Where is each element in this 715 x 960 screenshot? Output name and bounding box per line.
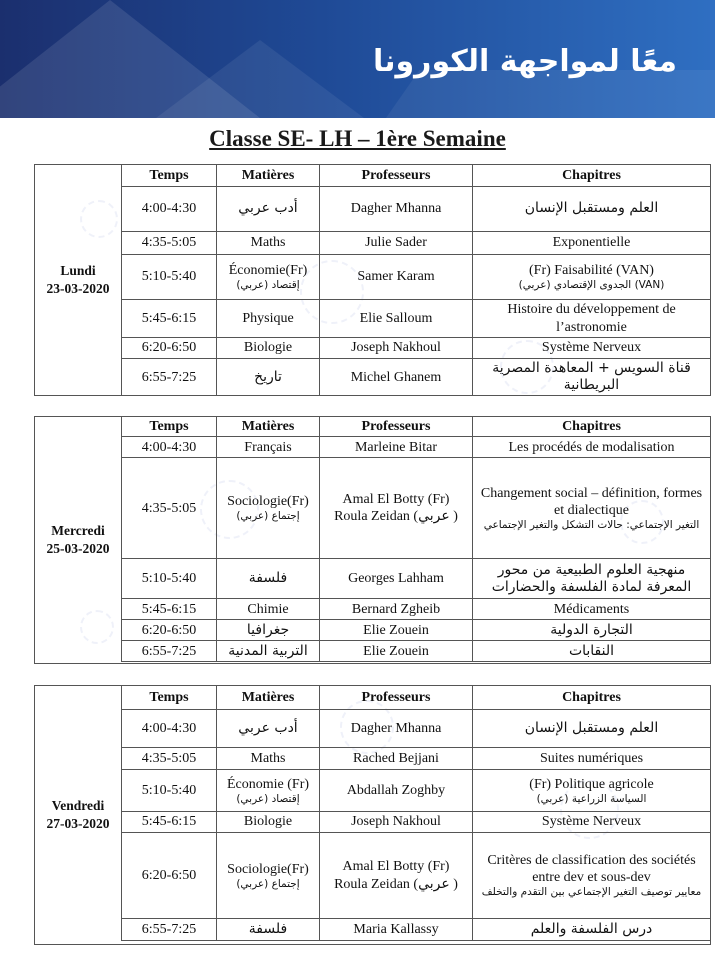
chapter-fr: Critères de classification des sociétés entre dev et sous-dev bbox=[487, 853, 696, 886]
time-cell: 4:35-5:05 bbox=[122, 232, 217, 255]
day-label bbox=[35, 165, 121, 395]
day-block-lundi bbox=[34, 164, 711, 396]
subject-cell: Biologie bbox=[217, 812, 320, 833]
time-cell: 5:10-5:40 bbox=[122, 559, 217, 599]
header-matieres: Matières bbox=[217, 165, 320, 187]
time-cell: 5:10-5:40 bbox=[122, 255, 217, 300]
subject-cell bbox=[217, 770, 320, 812]
subject-cell: Chimie bbox=[217, 599, 320, 620]
professor-fr: Amal El Botty (Fr) bbox=[342, 859, 450, 875]
schedule-table bbox=[121, 164, 711, 396]
page-title: Classe SE- LH – 1ère Semaine bbox=[209, 126, 506, 151]
time-cell: 6:20-6:50 bbox=[122, 338, 217, 359]
professor-cell: Joseph Nakhoul bbox=[320, 812, 473, 833]
professor-cell: Joseph Nakhoul bbox=[320, 338, 473, 359]
day-block-mercredi bbox=[34, 416, 711, 664]
professor-cell: Abdallah Zoghby bbox=[320, 770, 473, 812]
day-date: 23-03-2020 bbox=[46, 281, 110, 296]
chapter-cell: النقابات bbox=[473, 641, 711, 662]
time-cell: 6:55-7:25 bbox=[122, 641, 217, 662]
professor-cell: Michel Ghanem bbox=[320, 359, 473, 396]
day-date: 25-03-2020 bbox=[46, 541, 110, 556]
time-cell: 4:35-5:05 bbox=[122, 748, 217, 770]
professor-ar: Roula Zeidan (عربي ) bbox=[334, 876, 458, 892]
subject-cell: فلسفة bbox=[217, 919, 320, 941]
time-cell: 4:00-4:30 bbox=[122, 187, 217, 232]
time-cell: 6:55-7:25 bbox=[122, 359, 217, 396]
chapter-cell: Médicaments bbox=[473, 599, 711, 620]
chapter-cell: منهجية العلوم الطبيعية من محور المعرفة لمادة الفلسفة والحضارات bbox=[473, 559, 711, 599]
time-cell: 6:20-6:50 bbox=[122, 833, 217, 919]
subject-cell: Biologie bbox=[217, 338, 320, 359]
subject-cell: جغرافيا bbox=[217, 620, 320, 641]
chapter-fr: (Fr) Faisabilité (VAN) bbox=[529, 263, 654, 279]
table-row bbox=[122, 255, 711, 300]
day-label bbox=[35, 417, 121, 663]
header-banner bbox=[0, 0, 715, 118]
day-date: 27-03-2020 bbox=[46, 816, 110, 831]
professor-ar: Roula Zeidan (عربي ) bbox=[334, 509, 458, 525]
table-row bbox=[122, 232, 711, 255]
subject-cell: فلسفة bbox=[217, 559, 320, 599]
chapter-cell bbox=[473, 255, 711, 300]
table-row bbox=[122, 812, 711, 833]
header-professeurs: Professeurs bbox=[320, 417, 473, 437]
day-name: Lundi bbox=[60, 263, 96, 279]
chapter-fr: (Fr) Politique agricole bbox=[529, 776, 654, 792]
time-cell: 5:45-6:15 bbox=[122, 300, 217, 338]
professor-cell: Samer Karam bbox=[320, 255, 473, 300]
table-row bbox=[122, 770, 711, 812]
subject-cell: التربية المدنية bbox=[217, 641, 320, 662]
subject-cell: Physique bbox=[217, 300, 320, 338]
subject-fr: Économie(Fr) bbox=[228, 263, 308, 279]
subject-ar: إقتصاد (عربي) bbox=[236, 279, 300, 292]
table-row bbox=[122, 338, 711, 359]
table-row bbox=[122, 833, 711, 919]
professor-cell: Elie Zouein bbox=[320, 641, 473, 662]
subject-cell bbox=[217, 833, 320, 919]
table-row bbox=[122, 437, 711, 458]
chapter-cell: Suites numériques bbox=[473, 748, 711, 770]
time-cell: 5:45-6:15 bbox=[122, 599, 217, 620]
day-name: Mercredi bbox=[51, 523, 105, 539]
chapter-ar: (VAN) الجدوى الإقتصادي (عربي) bbox=[518, 279, 665, 292]
table-row bbox=[122, 359, 711, 396]
subject-cell: أدب عربي bbox=[217, 187, 320, 232]
subject-cell bbox=[217, 458, 320, 559]
time-cell: 5:10-5:40 bbox=[122, 770, 217, 812]
chapter-cell: Exponentielle bbox=[473, 232, 711, 255]
chapter-cell bbox=[473, 458, 711, 559]
banner-title: معًا لمواجهة الكورونا bbox=[373, 44, 677, 79]
subject-cell: أدب عربي bbox=[217, 710, 320, 748]
header-chapitres: Chapitres bbox=[473, 165, 711, 187]
subject-fr: Économie (Fr) bbox=[226, 776, 310, 792]
day-name: Vendredi bbox=[51, 798, 105, 814]
professor-cell bbox=[320, 458, 473, 559]
header-temps: Temps bbox=[122, 417, 217, 437]
header-professeurs: Professeurs bbox=[320, 686, 473, 710]
professor-cell: Elie Salloum bbox=[320, 300, 473, 338]
schedule-table bbox=[121, 685, 711, 941]
chapter-fr: Changement social – définition, formes et dialectique bbox=[480, 485, 703, 518]
professor-cell: Bernard Zgheib bbox=[320, 599, 473, 620]
chapter-cell: Les procédés de modalisation bbox=[473, 437, 711, 458]
table-row bbox=[122, 919, 711, 941]
table-row bbox=[122, 641, 711, 662]
header-chapitres: Chapitres bbox=[473, 686, 711, 710]
header-matieres: Matières bbox=[217, 686, 320, 710]
time-cell: 4:35-5:05 bbox=[122, 458, 217, 559]
subject-cell: Français bbox=[217, 437, 320, 458]
chapter-cell: التجارة الدولية bbox=[473, 620, 711, 641]
banner-decoration bbox=[140, 40, 380, 118]
header-temps: Temps bbox=[122, 165, 217, 187]
professor-cell: Dagher Mhanna bbox=[320, 187, 473, 232]
chapter-cell: درس الفلسفة والعلم bbox=[473, 919, 711, 941]
chapter-cell bbox=[473, 770, 711, 812]
subject-cell: تاريخ bbox=[217, 359, 320, 396]
schedule-table bbox=[121, 416, 711, 662]
time-cell: 4:00-4:30 bbox=[122, 710, 217, 748]
professor-cell: Marleine Bitar bbox=[320, 437, 473, 458]
professor-cell bbox=[320, 833, 473, 919]
subject-cell bbox=[217, 255, 320, 300]
chapter-cell: Système Nerveux bbox=[473, 338, 711, 359]
professor-fr: Amal El Botty (Fr) bbox=[342, 492, 450, 507]
table-row bbox=[122, 620, 711, 641]
time-cell: 4:00-4:30 bbox=[122, 437, 217, 458]
day-block-vendredi bbox=[34, 685, 711, 945]
table-row bbox=[122, 187, 711, 232]
chapter-ar: السياسة الزراعية (عربي) bbox=[536, 792, 647, 805]
professor-cell: Georges Lahham bbox=[320, 559, 473, 599]
chapter-cell: Système Nerveux bbox=[473, 812, 711, 833]
subject-fr: Sociologie(Fr) bbox=[227, 861, 309, 877]
subject-cell: Maths bbox=[217, 232, 320, 255]
professor-cell: Maria Kallassy bbox=[320, 919, 473, 941]
table-row bbox=[122, 710, 711, 748]
header-chapitres: Chapitres bbox=[473, 417, 711, 437]
header-matieres: Matières bbox=[217, 417, 320, 437]
time-cell: 6:20-6:50 bbox=[122, 620, 217, 641]
header-professeurs: Professeurs bbox=[320, 165, 473, 187]
subject-ar: إجتماع (عربي) bbox=[236, 877, 300, 890]
subject-fr: Sociologie(Fr) bbox=[227, 494, 309, 510]
table-row bbox=[122, 559, 711, 599]
chapter-cell: العلم ومستقبل الإنسان bbox=[473, 710, 711, 748]
table-row bbox=[122, 748, 711, 770]
chapter-cell: العلم ومستقبل الإنسان bbox=[473, 187, 711, 232]
subject-cell: Maths bbox=[217, 748, 320, 770]
subject-ar: إقتصاد (عربي) bbox=[236, 792, 300, 805]
professor-cell: Julie Sader bbox=[320, 232, 473, 255]
subject-ar: إجتماع (عربي) bbox=[236, 510, 300, 523]
table-row bbox=[122, 300, 711, 338]
chapter-ar: التغير الإجتماعي: حالات التشكل والتغير الإجتماعي bbox=[483, 518, 700, 531]
professor-cell: Rached Bejjani bbox=[320, 748, 473, 770]
chapter-cell bbox=[473, 833, 711, 919]
header-temps: Temps bbox=[122, 686, 217, 710]
time-cell: 5:45-6:15 bbox=[122, 812, 217, 833]
table-row bbox=[122, 458, 711, 559]
time-cell: 6:55-7:25 bbox=[122, 919, 217, 941]
chapter-ar: معايير توصيف التغير الإجتماعي بين التقدم والتخلف bbox=[481, 886, 702, 899]
professor-cell: Elie Zouein bbox=[320, 620, 473, 641]
chapter-cell: قناة السويس + المعاهدة المصرية البريطانية bbox=[473, 359, 711, 396]
day-label bbox=[35, 686, 121, 944]
chapter-cell: Histoire du développement de l’astronomie bbox=[473, 300, 711, 338]
professor-cell: Dagher Mhanna bbox=[320, 710, 473, 748]
table-row bbox=[122, 599, 711, 620]
